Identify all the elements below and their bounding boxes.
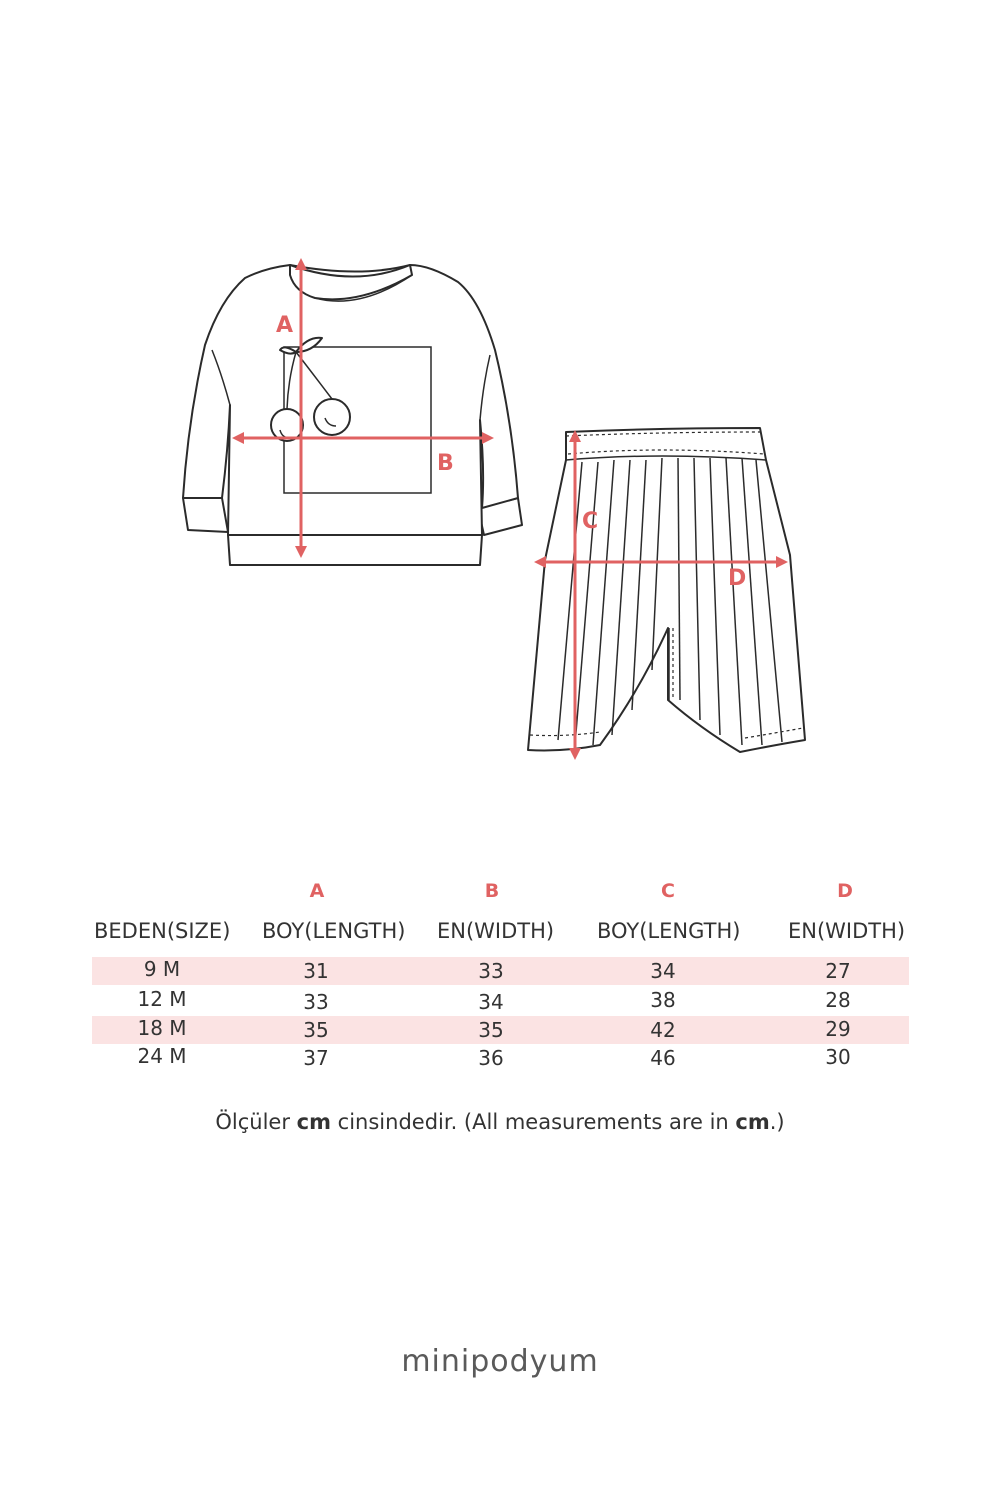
label-c: C	[582, 509, 599, 534]
brand-logo: minipodyum	[401, 1344, 599, 1379]
note-unit: cm	[296, 1110, 331, 1134]
cell-c: 38	[650, 988, 676, 1012]
note-text: Ölçüler	[215, 1110, 297, 1134]
cell-d: 28	[825, 988, 851, 1012]
cell-a: 35	[303, 1018, 329, 1042]
cell-b: 35	[478, 1018, 504, 1042]
measurement-note	[0, 1110, 1000, 1134]
cell-size: 12 M	[137, 987, 187, 1011]
header-c: BOY(LENGTH)	[597, 919, 741, 943]
header-d: EN(WIDTH)	[788, 919, 906, 943]
cell-c: 42	[650, 1018, 676, 1042]
label-d: D	[728, 566, 747, 591]
cell-d: 30	[825, 1045, 851, 1069]
sweatshirt-drawing	[183, 265, 522, 565]
cell-size: 18 M	[137, 1016, 187, 1040]
cell-a: 31	[303, 959, 329, 983]
trousers-drawing	[528, 428, 805, 752]
note-text: cinsindedir. (All measurements are in	[331, 1110, 736, 1134]
header-b: EN(WIDTH)	[437, 919, 555, 943]
column-letter-b: B	[484, 880, 500, 902]
header-a: BOY(LENGTH)	[262, 919, 406, 943]
cell-b: 33	[478, 959, 504, 983]
cell-b: 34	[478, 990, 504, 1014]
column-letter-c: C	[661, 880, 675, 902]
cell-d: 27	[825, 959, 851, 983]
cell-d: 29	[825, 1017, 851, 1041]
column-letter-a: A	[309, 880, 325, 902]
cell-size: 9 M	[143, 957, 181, 981]
column-letter-d: D	[837, 880, 853, 902]
cell-b: 36	[478, 1046, 504, 1070]
note-text: .)	[769, 1110, 785, 1134]
cell-size: 24 M	[137, 1044, 187, 1068]
cell-c: 46	[650, 1046, 676, 1070]
header-size: BEDEN(SIZE)	[94, 919, 231, 943]
label-b: B	[437, 451, 454, 476]
note-unit: cm	[735, 1110, 770, 1134]
cell-a: 37	[303, 1046, 329, 1070]
label-a: A	[276, 313, 294, 338]
cell-c: 34	[650, 959, 676, 983]
cell-a: 33	[303, 990, 329, 1014]
